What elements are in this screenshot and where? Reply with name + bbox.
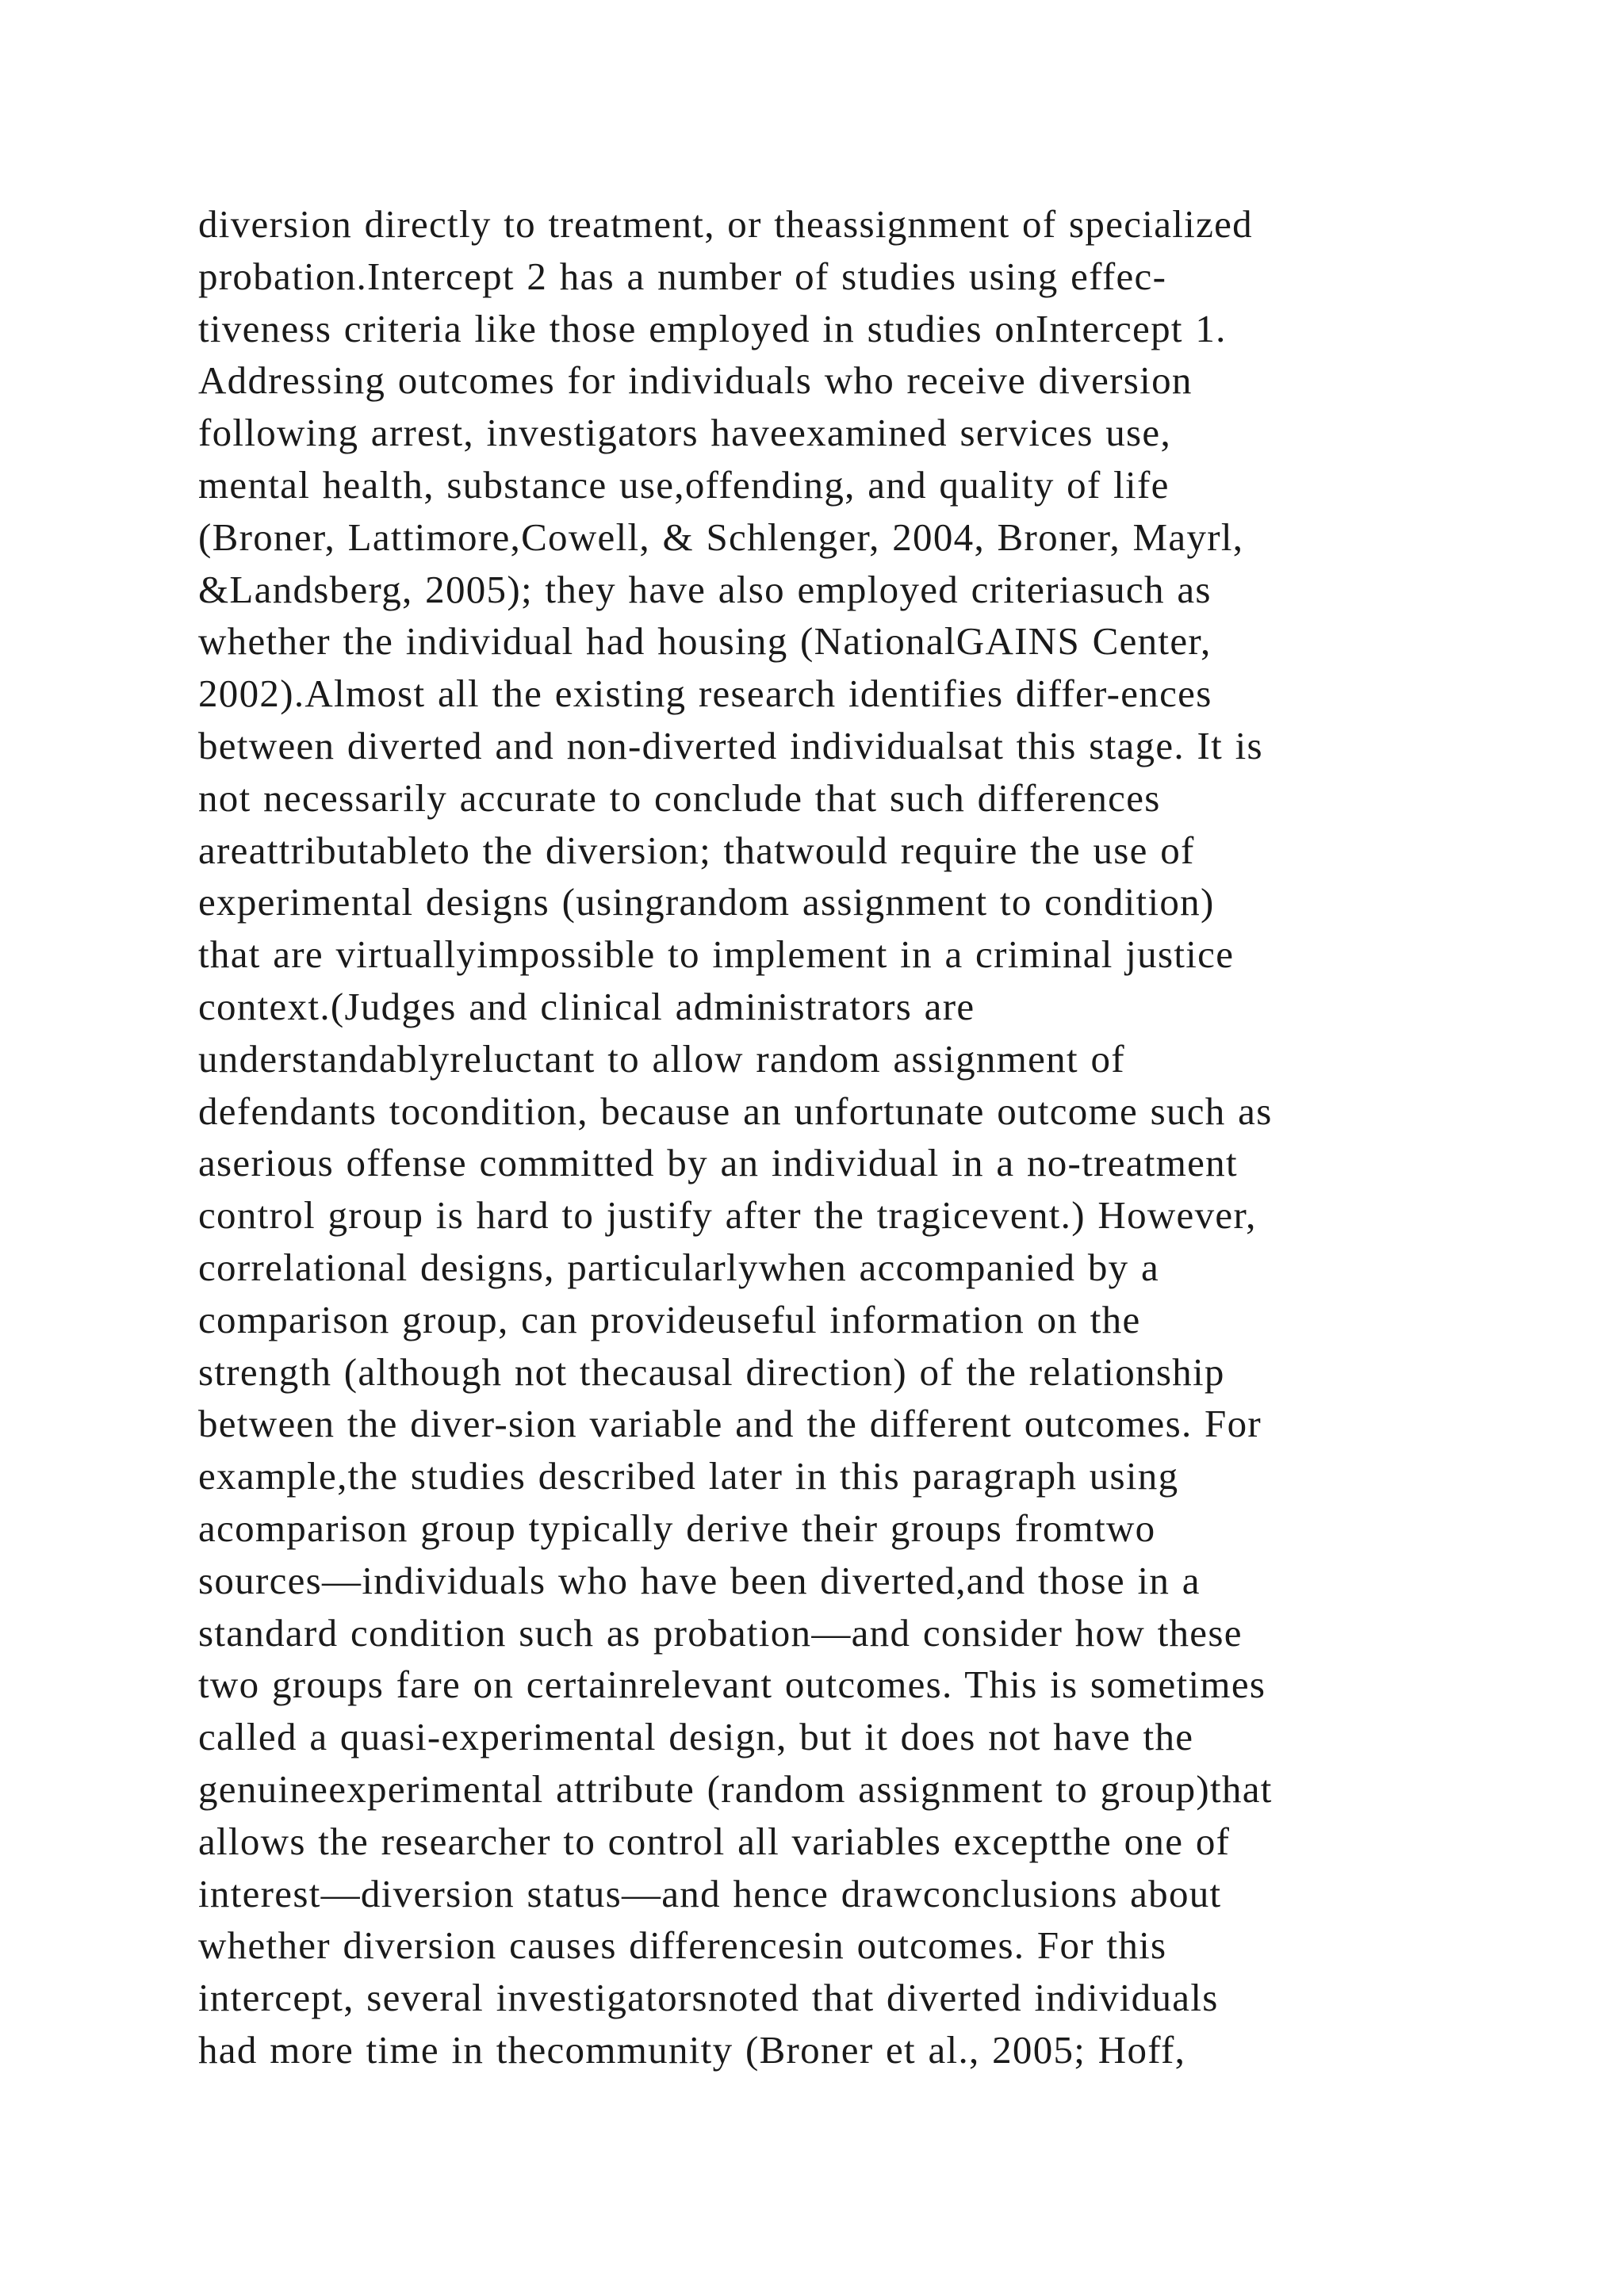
text-line: whether the individual had housing (NationalGAINS Center, — [198, 619, 1212, 664]
text-line: Addressing outcomes for individuals who receive diversion — [198, 358, 1193, 403]
text-line: diversion directly to treatment, or theassignment of specialized — [198, 202, 1253, 246]
text-line: &Landsberg, 2005); they have also employed criteriasuch as — [198, 567, 1212, 611]
text-line: probation.Intercept 2 has a number of studies using effec- — [198, 254, 1167, 298]
text-line: mental health, substance use,offending, and quality of life — [198, 462, 1170, 507]
text-line: interest—diversion status—and hence drawconclusions about — [198, 1871, 1222, 1915]
text-line: aserious offense committed by an individual in a no-treatment — [198, 1141, 1238, 1185]
text-line: experimental designs (usingrandom assignment to condition) — [198, 880, 1215, 924]
text-line: standard condition such as probation—and consider how these — [198, 1610, 1243, 1655]
body-text — [198, 198, 1507, 2076]
text-line: that are virtuallyimpossible to implement in a criminal justice — [198, 932, 1235, 977]
text-line: not necessarily accurate to conclude that such differences — [198, 775, 1161, 820]
text-line: between diverted and non-diverted individualsat this stage. It is — [198, 723, 1263, 767]
text-line: (Broner, Lattimore,Cowell, & Schlenger, 2004, Broner, Mayrl, — [198, 515, 1244, 559]
text-line: allows the researcher to control all variables exceptthe one of — [198, 1819, 1231, 1863]
text-line: understandablyreluctant to allow random assignment of — [198, 1036, 1125, 1081]
text-line: had more time in thecommunity (Broner et al., 2005; Hoff, — [198, 2027, 1186, 2072]
text-line: following arrest, investigators haveexamined services use, — [198, 411, 1172, 455]
text-line: whether diversion causes differencesin outcomes. For this — [198, 1923, 1167, 1968]
text-line: defendants tocondition, because an unfortunate outcome such as — [198, 1089, 1273, 1133]
text-line: 2002).Almost all the existing research identifies differ-ences — [198, 672, 1212, 716]
text-line: intercept, several investigatorsnoted that diverted individuals — [198, 1976, 1219, 2020]
text-line: two groups fare on certainrelevant outcomes. This is sometimes — [198, 1663, 1266, 1707]
text-line: context.(Judges and clinical administrators are — [198, 984, 975, 1028]
text-line: genuineexperimental attribute (random assignment to group)that — [198, 1766, 1273, 1811]
text-line: example,the studies described later in this paragraph using — [198, 1454, 1179, 1498]
text-line: strength (although not thecausal direction) of the relationship — [198, 1349, 1225, 1394]
text-line: sources—individuals who have been diverted,and those in a — [198, 1558, 1201, 1602]
text-line: called a quasi-experimental design, but it does not have the — [198, 1715, 1194, 1759]
text-line: acomparison group typically derive their groups fromtwo — [198, 1506, 1156, 1550]
text-line: between the diver-sion variable and the different outcomes. For — [198, 1402, 1262, 1446]
text-line: areattributableto the diversion; thatwould require the use of — [198, 828, 1195, 872]
text-line: control group is hard to justify after the tragicevent.) However, — [198, 1193, 1257, 1238]
text-line: correlational designs, particularlywhen accompanied by a — [198, 1245, 1160, 1289]
text-line: tiveness criteria like those employed in studies onIntercept 1. — [198, 306, 1227, 350]
text-line: comparison group, can provideuseful information on the — [198, 1297, 1141, 1341]
